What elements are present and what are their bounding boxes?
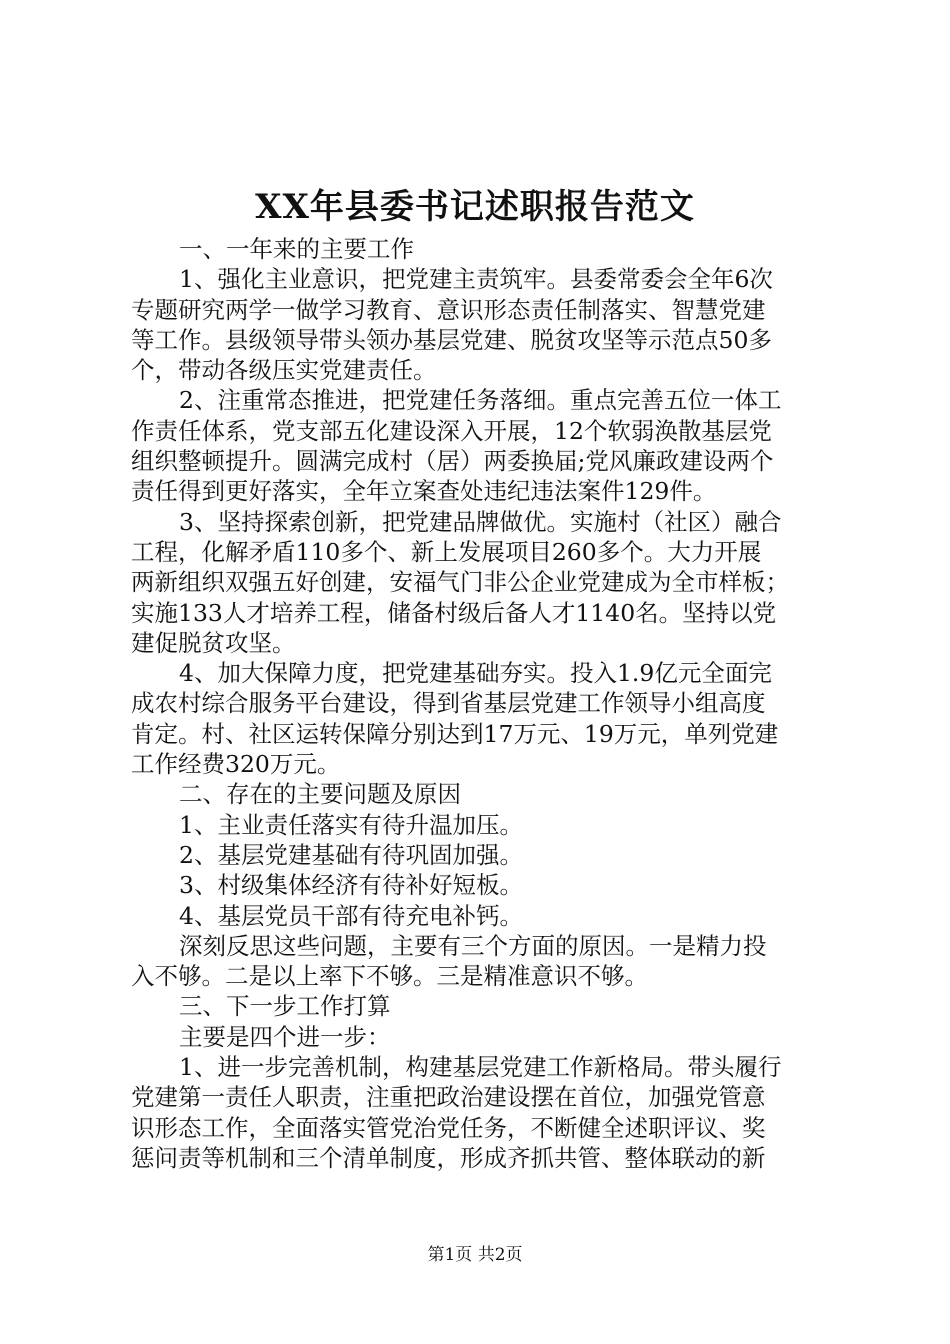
text-line: 2、基层党建基础有待巩固加强。 — [179, 840, 523, 869]
text-line: 1、强化主业意识，把党建主责筑牢。县委常委会全年6次 — [179, 265, 773, 294]
text-line: 3、村级集体经济有待补好短板。 — [179, 871, 523, 900]
text-line: 3、坚持探索创新，把党建品牌做优。实施村（社区）融合 — [179, 507, 782, 536]
text-line: 工作经费320万元。 — [131, 750, 341, 779]
text-line: 4、加大保障力度，把党建基础夯实。投入1.9亿元全面完 — [179, 659, 772, 688]
text-line: 三、下一步工作打算 — [179, 992, 391, 1021]
text-line: 作责任体系，党支部五化建设深入开展，12个软弱涣散基层党 — [131, 416, 772, 445]
text-line: 1、主业责任落实有待升温加压。 — [179, 810, 523, 839]
page-title: XX年县委书记述职报告范文 — [255, 187, 695, 227]
document-body — [131, 234, 831, 1173]
text-line: 二、存在的主要问题及原因 — [179, 780, 461, 809]
text-line: 党建第一责任人职责，注重把政治建设摆在首位，加强党管意 — [131, 1083, 766, 1112]
text-line: 4、基层党员干部有待充电补钙。 — [179, 901, 523, 930]
text-line: 责任得到更好落实，全年立案查处违纪违法案件129件。 — [131, 477, 717, 506]
text-line: 主要是四个进一步： — [179, 1022, 391, 1051]
text-line: 建促脱贫攻坚。 — [131, 628, 296, 657]
text-line: 工程，化解矛盾110多个、新上发展项目260多个。大力开展 — [131, 537, 762, 566]
text-line: 成农村综合服务平台建设，得到省基层党建工作领导小组高度 — [131, 689, 766, 718]
text-line: 肯定。村、社区运转保障分别达到17万元、19万元，单列党建 — [131, 719, 779, 748]
text-line: 惩问责等机制和三个清单制度，形成齐抓共管、整体联动的新 — [131, 1143, 766, 1172]
text-line: 深刻反思这些问题，主要有三个方面的原因。一是精力投 — [179, 931, 767, 960]
text-line: 两新组织双强五好创建，安福气门非公企业党建成为全市样板； — [131, 568, 789, 597]
text-line: 组织整顿提升。圆满完成村（居）两委换届;党风廉政建设两个 — [131, 447, 774, 476]
text-line: 实施133人才培养工程，储备村级后备人才1140名。坚持以党 — [131, 598, 777, 627]
text-line: 2、注重常态推进，把党建任务落细。重点完善五位一体工 — [179, 386, 782, 415]
text-line: 1、进一步完善机制，构建基层党建工作新格局。带头履行 — [179, 1053, 782, 1082]
text-line: 专题研究两学一做学习教育、意识形态责任制落实、智慧党建 — [131, 295, 766, 324]
page-footer: 第1页 共2页 — [427, 1245, 523, 1265]
text-line: 识形态工作，全面落实管党治党任务，不断健全述职评议、奖 — [131, 1113, 766, 1142]
text-line: 一、一年来的主要工作 — [179, 235, 414, 263]
text-line: 等工作。县级领导带头领办基层党建、脱贫攻坚等示范点50多 — [131, 325, 772, 354]
text-line: 个，带动各级压实党建责任。 — [131, 356, 437, 385]
text-line: 入不够。二是以上率下不够。三是精准意识不够。 — [131, 962, 648, 991]
